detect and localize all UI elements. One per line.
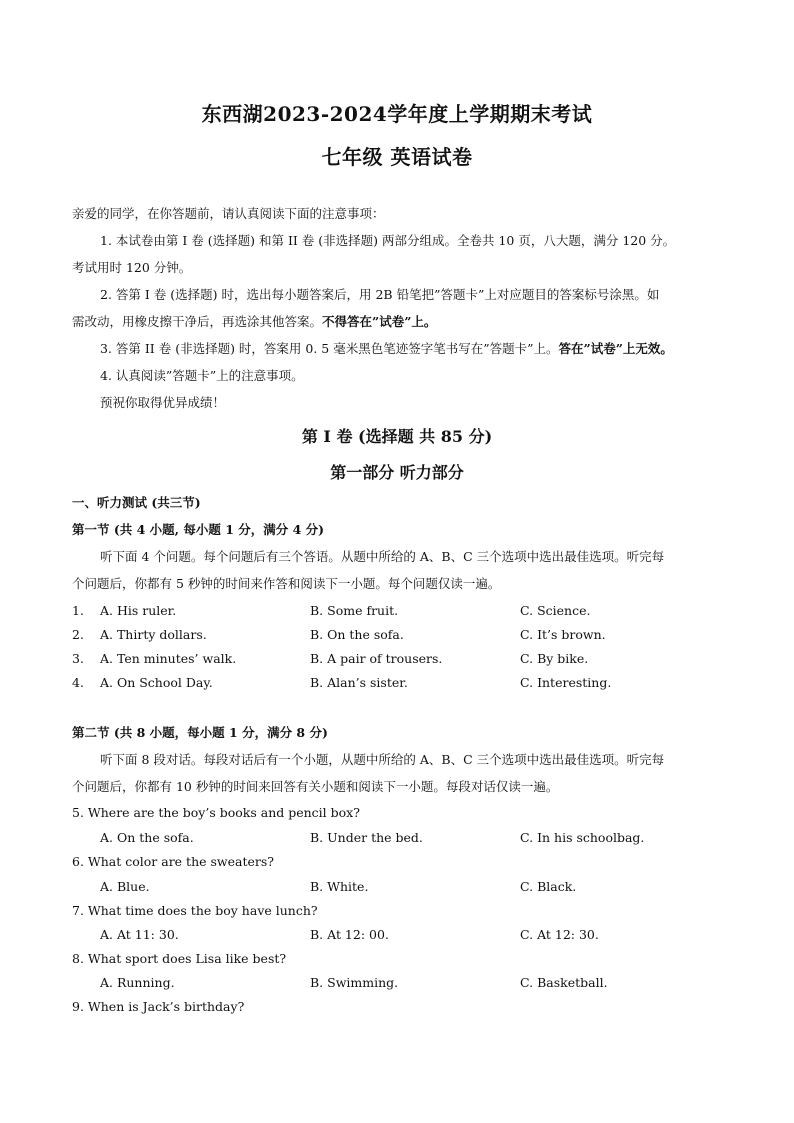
question-6-option-b: B. White. [310,879,369,894]
volume-title: 第 I 卷 (选择题 共 85 分) [301,427,493,446]
question-8-option-b: B. Swimming. [310,975,399,990]
question-6-option-c: C. Black. [520,879,577,894]
section-2-instruction-line-2: 个问题后，你都有 10 秒钟的时间来回答有关小题和阅读下一小题。每段对话仅读一遍。 [72,779,559,794]
notice-item-2-bold: 不得答在”试卷”上。 [322,314,437,329]
question-1-number: 1. [72,603,84,618]
question-7-option-c: C. At 12: 30. [520,927,599,942]
question-6-option-a: A. Blue. [100,879,150,894]
question-2-number: 2. [72,627,84,642]
notice-intro: 亲爱的同学，在你答题前，请认真阅读下面的注意事项： [72,206,385,221]
section-1-instruction-line-1: 听下面 4 个问题。每个问题后有三个答语。从题中所给的 A、B、C 三个选项中选出最佳选项。听完每 [100,549,665,564]
question-8-option-c: C. Basketball. [520,975,608,990]
question-8-text: 8. What sport does Lisa like best? [72,951,287,966]
question-1-option-a: A. His ruler. [100,603,177,618]
section-heading: 一、听力测试 (共三节) [72,495,201,510]
section-1-instruction-line-2: 个问题后，你都有 5 秒钟的时间来作答和阅读下一小题。每个问题仅读一遍。 [72,576,501,591]
question-7-option-b: B. At 12: 00. [310,927,389,942]
question-2-option-b: B. On the sofa. [310,627,404,642]
question-2-option-c: C. It’s brown. [520,627,606,642]
notice-wish: 预祝你取得优异成绩！ [100,395,226,410]
notice-item-4: 4. 认真阅读”答题卡”上的注意事项。 [100,368,304,383]
section-2-instruction-line-1: 听下面 8 段对话。每段对话后有一个小题，从题中所给的 A、B、C 三个选项中选出最佳选项。听完每 [100,752,665,767]
question-4-number: 4. [72,675,84,690]
exam-title: 东西湖2023-2024学年度上学期期末考试 [201,102,593,126]
notice-item-3 [100,341,673,357]
question-7-option-a: A. At 11: 30. [100,927,179,942]
question-9-text: 9. When is Jack’s birthday? [72,999,245,1014]
question-5-option-c: C. In his schoolbag. [520,830,645,845]
question-3-option-b: B. A pair of trousers. [310,651,443,666]
question-3-number: 3. [72,651,84,666]
question-5-option-a: A. On the sofa. [100,830,194,845]
notice-item-2-line-2 [72,314,436,330]
question-4-option-b: B. Alan’s sister. [310,675,408,690]
question-1-option-c: C. Science. [520,603,591,618]
notice-item-1-line-2: 考试用时 120 分钟。 [72,260,192,275]
notice-item-3-bold: 答在”试卷”上无效。 [558,341,673,356]
notice-item-3-text: 3. 答第 II 卷 (非选择题) 时，答案用 0. 5 毫米黑色笔迹签字笔书写在”答题卡”上。 [100,341,559,356]
question-4-option-a: A. On School Day. [100,675,213,690]
notice-item-1-line-1: 1. 本试卷由第 I 卷 (选择题) 和第 II 卷 (非选择题) 两部分组成。全卷共 10 页，八大题，满分 120 分。 [100,233,676,248]
question-5-option-b: B. Under the bed. [310,830,423,845]
section-2-subheading: 第二节 (共 8 小题，每小题 1 分，满分 8 分) [72,725,328,740]
question-1-option-b: B. Some fruit. [310,603,399,618]
question-3-option-a: A. Ten minutes’ walk. [100,651,237,666]
question-3-option-c: C. By bike. [520,651,589,666]
section-1-subheading: 第一节 (共 4 小题, 每小题 1 分，满分 4 分) [72,522,325,537]
question-6-text: 6. What color are the sweaters? [72,854,274,869]
question-2-option-a: A. Thirty dollars. [100,627,207,642]
question-7-text: 7. What time does the boy have lunch? [72,903,318,918]
question-4-option-c: C. Interesting. [520,675,612,690]
question-5-text: 5. Where are the boy’s books and pencil box? [72,805,360,820]
notice-item-2-line-1: 2. 答第 I 卷 (选择题) 时，选出每小题答案后，用 2B 铅笔把”答题卡”上对应题目的答案标号涂黑。如 [100,287,660,302]
question-8-option-a: A. Running. [100,975,175,990]
part-title: 第一部分 听力部分 [330,463,464,482]
exam-subtitle: 七年级 英语试卷 [321,145,473,169]
notice-item-2-text: 需改动，用橡皮擦干净后，再选涂其他答案。 [72,314,323,329]
